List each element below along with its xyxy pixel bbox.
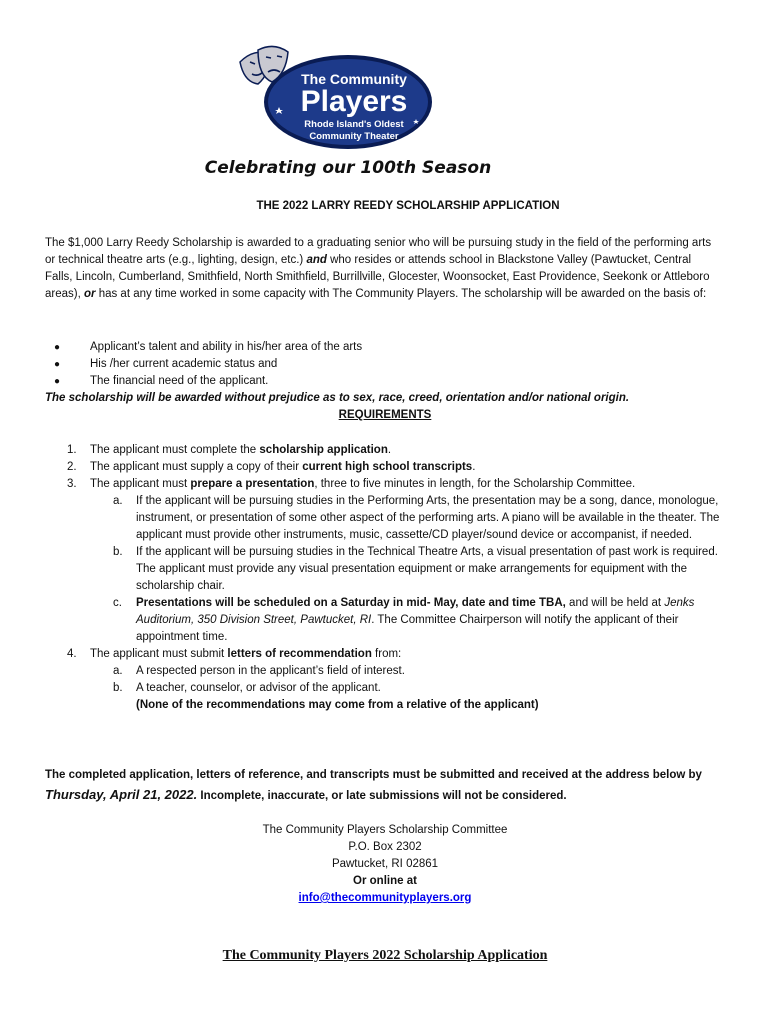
nondiscrimination-statement: The scholarship will be awarded without prejudice as to sex, race, creed, orientation and/or national origin. (45, 392, 630, 404)
sub-requirement-item (45, 663, 735, 680)
requirement-emphasis: prepare a presentation (190, 478, 315, 490)
recommendation-note (45, 697, 735, 714)
sub-requirement-text: A respected person in the applicant’s field of interest. (136, 665, 405, 677)
closing-text: Incomplete, inaccurate, or late submissions will not be considered. (197, 790, 567, 802)
intro-text-1: The $1,000 Larry Reedy Scholarship is awarded to a graduating senior who will be pursuing study in the field of the performing arts or technical theatre arts (e.g., lighting, design, etc.) (45, 237, 712, 266)
sub-requirement-text: A teacher, counselor, or advisor of the applicant. (136, 682, 381, 694)
sub-requirement-text: If the applicant will be pursuing studies in the Technical Theatre Arts, a visual presentation of past work is required. The applicant must provide any visual presentation equipment or make arrangements for equipment with the scholarship chair. (136, 546, 718, 592)
sub-requirement-text: and will be held at (565, 597, 665, 609)
requirement-item (45, 459, 735, 476)
sub-requirement-text: . The Committee Chairperson will notify the applicant of their appointment time. (136, 614, 679, 643)
logo-line1: The Community (301, 71, 407, 87)
sub-requirement-letter: b. (113, 682, 123, 694)
address-line: The Community Players Scholarship Committee (262, 824, 508, 836)
footer-title: The Community Players 2022 Scholarship Application (222, 948, 548, 963)
presentation-venue: Jenks Auditorium, 350 Division Street, Pawtucket, RI (136, 597, 695, 626)
requirement-number: 2. (67, 461, 77, 473)
requirement-text: The applicant must supply a copy of their (90, 461, 303, 473)
requirement-emphasis: scholarship application (259, 444, 388, 456)
sub-requirement-text: If the applicant will be pursuing studies in the Performing Arts, the presentation may be a song, dance, monologue, instrument, or presentation of some other aspect of the performing arts. A piano will be available in the theater. The applicant must provide other instruments, music, cassette/CD player/sound device or accompanist, if needed. (136, 495, 720, 541)
sub-requirement-letter: a. (113, 665, 123, 677)
address-line: P.O. Box 2302 (348, 841, 422, 853)
presentation-schedule: Presentations will be scheduled on a Saturday in mid- May, date and time TBA, (136, 597, 566, 609)
requirements-heading: REQUIREMENTS (338, 409, 432, 421)
sub-requirement-letter: c. (113, 597, 122, 609)
intro-paragraph (45, 235, 720, 303)
email-link[interactable]: info@thecommunityplayers.org (298, 892, 472, 904)
sub-requirement-letter: a. (113, 495, 123, 507)
requirement-item (45, 476, 735, 493)
requirements-list (45, 442, 735, 714)
closing-text: The completed application, letters of reference, and transcripts must be submitted and received at the address below by (45, 769, 702, 781)
requirement-emphasis: current high school transcripts (302, 461, 473, 473)
deadline-date: Thursday, April 21, 2022. (45, 787, 198, 802)
requirement-item (45, 646, 735, 663)
community-players-logo (236, 44, 434, 152)
requirement-text: from: (371, 648, 402, 660)
requirement-number: 3. (67, 478, 77, 490)
requirement-text: , three to five minutes in length, for the Scholarship Committee. (314, 478, 636, 490)
requirement-text: The applicant must complete the (90, 444, 260, 456)
requirement-text: . (472, 461, 476, 473)
requirement-emphasis: letters of recommendation (227, 648, 372, 660)
intro-or: or (84, 288, 96, 300)
online-label: Or online at (353, 875, 417, 887)
intro-text-2: who resides or attends school in Blackstone Valley (Pawtucket, Central Falls, Lincoln, Cumberland, Smithfield, North Smithfield, Burrillville, Glocester, Woonsocket, East Providence, Seekonk or Attleboro areas), (45, 254, 710, 300)
requirement-text: . (387, 444, 392, 456)
criteria-item: ● Applicant’s talent and ability in his/her area of the arts (45, 339, 720, 356)
recommendation-note-text: (None of the recommendations may come from a relative of the applicant) (136, 699, 539, 711)
requirement-text: The applicant must (90, 478, 191, 490)
criteria-list (45, 339, 720, 390)
logo-line2: Players (300, 85, 408, 118)
intro-and: and (306, 254, 327, 266)
sub-requirement-item (45, 595, 735, 646)
requirement-number: 1. (67, 444, 77, 456)
intro-text-3: has at any time worked in some capacity with The Community Players. The scholarship will be awarded on the basis of: (95, 288, 707, 300)
submission-deadline-paragraph (45, 766, 735, 806)
requirement-number: 4. (67, 648, 77, 660)
address-line: Pawtucket, RI 02861 (331, 858, 439, 870)
logo-line3: Rhode Island's Oldest (304, 119, 404, 130)
sub-requirement-letter: b. (113, 546, 123, 558)
mailing-address (0, 822, 770, 907)
sub-requirement-item (45, 544, 735, 595)
requirement-text: The applicant must submit (90, 648, 228, 660)
criteria-item: ● His /her current academic status and (45, 356, 720, 373)
logo-line4: Community Theater (309, 131, 399, 142)
criteria-item: ● The financial need of the applicant. (45, 373, 720, 390)
requirement-item (45, 442, 735, 459)
sub-requirement-item (45, 493, 735, 544)
season-heading: Celebrating our 100th Season (204, 158, 492, 178)
sub-requirement-item (45, 680, 735, 697)
document-title: THE 2022 LARRY REEDY SCHOLARSHIP APPLICATION (256, 200, 560, 212)
